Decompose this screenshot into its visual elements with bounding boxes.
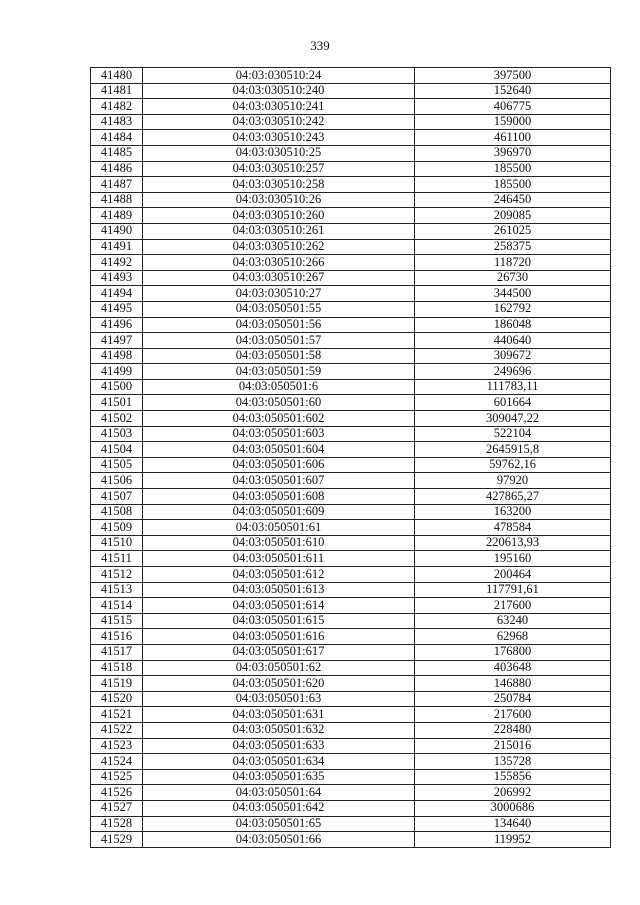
value-cell: 217600: [415, 598, 611, 614]
cadastral-number-cell: 04:03:050501:61: [143, 520, 415, 536]
table-row: [91, 582, 611, 598]
cadastral-number-cell: 04:03:030510:243: [143, 130, 415, 146]
row-number-cell: 41491: [91, 239, 143, 255]
table-row: [91, 629, 611, 645]
value-cell: 309047,22: [415, 411, 611, 427]
row-number-cell: 41498: [91, 348, 143, 364]
cadastral-number-cell: 04:03:050501:59: [143, 364, 415, 380]
table-row: [91, 177, 611, 193]
table-row: [91, 567, 611, 583]
table-row: [91, 239, 611, 255]
row-number-cell: 41513: [91, 582, 143, 598]
table-row: [91, 613, 611, 629]
table-row: [91, 145, 611, 161]
table-row: [91, 317, 611, 333]
table-row: [91, 379, 611, 395]
row-number-cell: 41521: [91, 707, 143, 723]
table-row: [91, 785, 611, 801]
value-cell: 258375: [415, 239, 611, 255]
cadastral-number-cell: 04:03:050501:615: [143, 613, 415, 629]
row-number-cell: 41489: [91, 208, 143, 224]
row-number-cell: 41517: [91, 644, 143, 660]
row-number-cell: 41492: [91, 255, 143, 271]
value-cell: 220613,93: [415, 535, 611, 551]
value-cell: 209085: [415, 208, 611, 224]
cadastral-number-cell: 04:03:050501:65: [143, 816, 415, 832]
value-cell: 162792: [415, 301, 611, 317]
table-row: [91, 208, 611, 224]
value-cell: 344500: [415, 286, 611, 302]
value-cell: 26730: [415, 270, 611, 286]
row-number-cell: 41501: [91, 395, 143, 411]
cadastral-number-cell: 04:03:050501:66: [143, 832, 415, 848]
table-row: [91, 676, 611, 692]
table-row: [91, 364, 611, 380]
row-number-cell: 41496: [91, 317, 143, 333]
table-row: [91, 473, 611, 489]
table-row: [91, 816, 611, 832]
row-number-cell: 41494: [91, 286, 143, 302]
row-number-cell: 41480: [91, 68, 143, 84]
row-number-cell: 41506: [91, 473, 143, 489]
row-number-cell: 41502: [91, 411, 143, 427]
table-row: [91, 426, 611, 442]
table-row: [91, 270, 611, 286]
value-cell: 152640: [415, 83, 611, 99]
table-row: [91, 832, 611, 848]
table-row: [91, 457, 611, 473]
cadastral-number-cell: 04:03:050501:616: [143, 629, 415, 645]
value-cell: 3000686: [415, 800, 611, 816]
cadastral-number-cell: 04:03:050501:57: [143, 333, 415, 349]
cadastral-number-cell: 04:03:030510:267: [143, 270, 415, 286]
row-number-cell: 41485: [91, 145, 143, 161]
cadastral-value-table: [90, 67, 611, 848]
cadastral-number-cell: 04:03:030510:27: [143, 286, 415, 302]
value-cell: 601664: [415, 395, 611, 411]
value-cell: 206992: [415, 785, 611, 801]
cadastral-number-cell: 04:03:050501:58: [143, 348, 415, 364]
value-cell: 119952: [415, 832, 611, 848]
table-row: [91, 286, 611, 302]
value-cell: 403648: [415, 660, 611, 676]
cadastral-number-cell: 04:03:050501:63: [143, 691, 415, 707]
table-row: [91, 255, 611, 271]
table-body: [91, 68, 611, 848]
row-number-cell: 41525: [91, 769, 143, 785]
table-row: [91, 301, 611, 317]
value-cell: 427865,27: [415, 489, 611, 505]
value-cell: 215016: [415, 738, 611, 754]
row-number-cell: 41497: [91, 333, 143, 349]
value-cell: 159000: [415, 114, 611, 130]
value-cell: 118720: [415, 255, 611, 271]
table-row: [91, 707, 611, 723]
cadastral-number-cell: 04:03:030510:258: [143, 177, 415, 193]
value-cell: 134640: [415, 816, 611, 832]
cadastral-number-cell: 04:03:030510:26: [143, 192, 415, 208]
cadastral-number-cell: 04:03:050501:632: [143, 722, 415, 738]
value-cell: 2645915,8: [415, 442, 611, 458]
table-row: [91, 738, 611, 754]
cadastral-number-cell: 04:03:050501:631: [143, 707, 415, 723]
row-number-cell: 41511: [91, 551, 143, 567]
value-cell: 217600: [415, 707, 611, 723]
cadastral-number-cell: 04:03:030510:260: [143, 208, 415, 224]
value-cell: 176800: [415, 644, 611, 660]
table-row: [91, 192, 611, 208]
cadastral-number-cell: 04:03:050501:633: [143, 738, 415, 754]
value-cell: 146880: [415, 676, 611, 692]
row-number-cell: 41516: [91, 629, 143, 645]
row-number-cell: 41519: [91, 676, 143, 692]
value-cell: 135728: [415, 754, 611, 770]
cadastral-number-cell: 04:03:050501:617: [143, 644, 415, 660]
row-number-cell: 41483: [91, 114, 143, 130]
row-number-cell: 41512: [91, 567, 143, 583]
cadastral-number-cell: 04:03:050501:56: [143, 317, 415, 333]
row-number-cell: 41527: [91, 800, 143, 816]
value-cell: 195160: [415, 551, 611, 567]
value-cell: 397500: [415, 68, 611, 84]
row-number-cell: 41510: [91, 535, 143, 551]
cadastral-number-cell: 04:03:050501:604: [143, 442, 415, 458]
table-row: [91, 114, 611, 130]
cadastral-number-cell: 04:03:050501:614: [143, 598, 415, 614]
cadastral-number-cell: 04:03:050501:608: [143, 489, 415, 505]
cadastral-number-cell: 04:03:030510:25: [143, 145, 415, 161]
value-cell: 249696: [415, 364, 611, 380]
table-row: [91, 598, 611, 614]
cadastral-number-cell: 04:03:050501:642: [143, 800, 415, 816]
cadastral-number-cell: 04:03:050501:606: [143, 457, 415, 473]
cadastral-number-cell: 04:03:050501:613: [143, 582, 415, 598]
row-number-cell: 41522: [91, 722, 143, 738]
row-number-cell: 41505: [91, 457, 143, 473]
table-row: [91, 68, 611, 84]
cadastral-number-cell: 04:03:050501:612: [143, 567, 415, 583]
cadastral-number-cell: 04:03:050501:6: [143, 379, 415, 395]
value-cell: 185500: [415, 161, 611, 177]
row-number-cell: 41481: [91, 83, 143, 99]
table-row: [91, 551, 611, 567]
value-cell: 461100: [415, 130, 611, 146]
cadastral-number-cell: 04:03:050501:64: [143, 785, 415, 801]
row-number-cell: 41515: [91, 613, 143, 629]
value-cell: 522104: [415, 426, 611, 442]
table-row: [91, 130, 611, 146]
value-cell: 246450: [415, 192, 611, 208]
value-cell: 163200: [415, 504, 611, 520]
value-cell: 97920: [415, 473, 611, 489]
row-number-cell: 41487: [91, 177, 143, 193]
value-cell: 250784: [415, 691, 611, 707]
row-number-cell: 41493: [91, 270, 143, 286]
row-number-cell: 41488: [91, 192, 143, 208]
value-cell: 228480: [415, 722, 611, 738]
row-number-cell: 41490: [91, 223, 143, 239]
row-number-cell: 41529: [91, 832, 143, 848]
cadastral-number-cell: 04:03:030510:262: [143, 239, 415, 255]
table-row: [91, 333, 611, 349]
row-number-cell: 41518: [91, 660, 143, 676]
table-row: [91, 722, 611, 738]
table-row: [91, 800, 611, 816]
table-row: [91, 411, 611, 427]
row-number-cell: 41514: [91, 598, 143, 614]
table-row: [91, 504, 611, 520]
cadastral-number-cell: 04:03:050501:634: [143, 754, 415, 770]
value-cell: 186048: [415, 317, 611, 333]
cadastral-number-cell: 04:03:030510:266: [143, 255, 415, 271]
cadastral-number-cell: 04:03:050501:620: [143, 676, 415, 692]
row-number-cell: 41508: [91, 504, 143, 520]
row-number-cell: 41499: [91, 364, 143, 380]
cadastral-number-cell: 04:03:050501:611: [143, 551, 415, 567]
cadastral-number-cell: 04:03:050501:635: [143, 769, 415, 785]
cadastral-number-cell: 04:03:030510:261: [143, 223, 415, 239]
cadastral-number-cell: 04:03:050501:610: [143, 535, 415, 551]
page-number: 339: [310, 38, 330, 53]
value-cell: 406775: [415, 99, 611, 115]
row-number-cell: 41526: [91, 785, 143, 801]
table-row: [91, 489, 611, 505]
cadastral-number-cell: 04:03:050501:62: [143, 660, 415, 676]
cadastral-number-cell: 04:03:030510:257: [143, 161, 415, 177]
table-row: [91, 442, 611, 458]
row-number-cell: 41523: [91, 738, 143, 754]
table-row: [91, 395, 611, 411]
cadastral-number-cell: 04:03:050501:60: [143, 395, 415, 411]
value-cell: 200464: [415, 567, 611, 583]
table-row: [91, 660, 611, 676]
value-cell: 185500: [415, 177, 611, 193]
row-number-cell: 41484: [91, 130, 143, 146]
cadastral-number-cell: 04:03:030510:240: [143, 83, 415, 99]
cadastral-number-cell: 04:03:050501:55: [143, 301, 415, 317]
cadastral-number-cell: 04:03:030510:24: [143, 68, 415, 84]
value-cell: 59762,16: [415, 457, 611, 473]
row-number-cell: 41500: [91, 379, 143, 395]
value-cell: 63240: [415, 613, 611, 629]
table-row: [91, 223, 611, 239]
value-cell: 440640: [415, 333, 611, 349]
table-row: [91, 83, 611, 99]
table-row: [91, 754, 611, 770]
table-row: [91, 535, 611, 551]
row-number-cell: 41528: [91, 816, 143, 832]
value-cell: 62968: [415, 629, 611, 645]
cadastral-number-cell: 04:03:030510:241: [143, 99, 415, 115]
value-cell: 155856: [415, 769, 611, 785]
cadastral-number-cell: 04:03:050501:607: [143, 473, 415, 489]
cadastral-number-cell: 04:03:050501:609: [143, 504, 415, 520]
table-row: [91, 161, 611, 177]
row-number-cell: 41482: [91, 99, 143, 115]
table-row: [91, 348, 611, 364]
table-row: [91, 769, 611, 785]
value-cell: 261025: [415, 223, 611, 239]
value-cell: 396970: [415, 145, 611, 161]
row-number-cell: 41495: [91, 301, 143, 317]
table-row: [91, 644, 611, 660]
value-cell: 478584: [415, 520, 611, 536]
cadastral-number-cell: 04:03:030510:242: [143, 114, 415, 130]
cadastral-number-cell: 04:03:050501:602: [143, 411, 415, 427]
table-row: [91, 99, 611, 115]
table-row: [91, 691, 611, 707]
value-cell: 309672: [415, 348, 611, 364]
row-number-cell: 41486: [91, 161, 143, 177]
row-number-cell: 41507: [91, 489, 143, 505]
table-row: [91, 520, 611, 536]
cadastral-number-cell: 04:03:050501:603: [143, 426, 415, 442]
row-number-cell: 41509: [91, 520, 143, 536]
value-cell: 117791,61: [415, 582, 611, 598]
row-number-cell: 41524: [91, 754, 143, 770]
row-number-cell: 41504: [91, 442, 143, 458]
value-cell: 111783,11: [415, 379, 611, 395]
row-number-cell: 41503: [91, 426, 143, 442]
row-number-cell: 41520: [91, 691, 143, 707]
